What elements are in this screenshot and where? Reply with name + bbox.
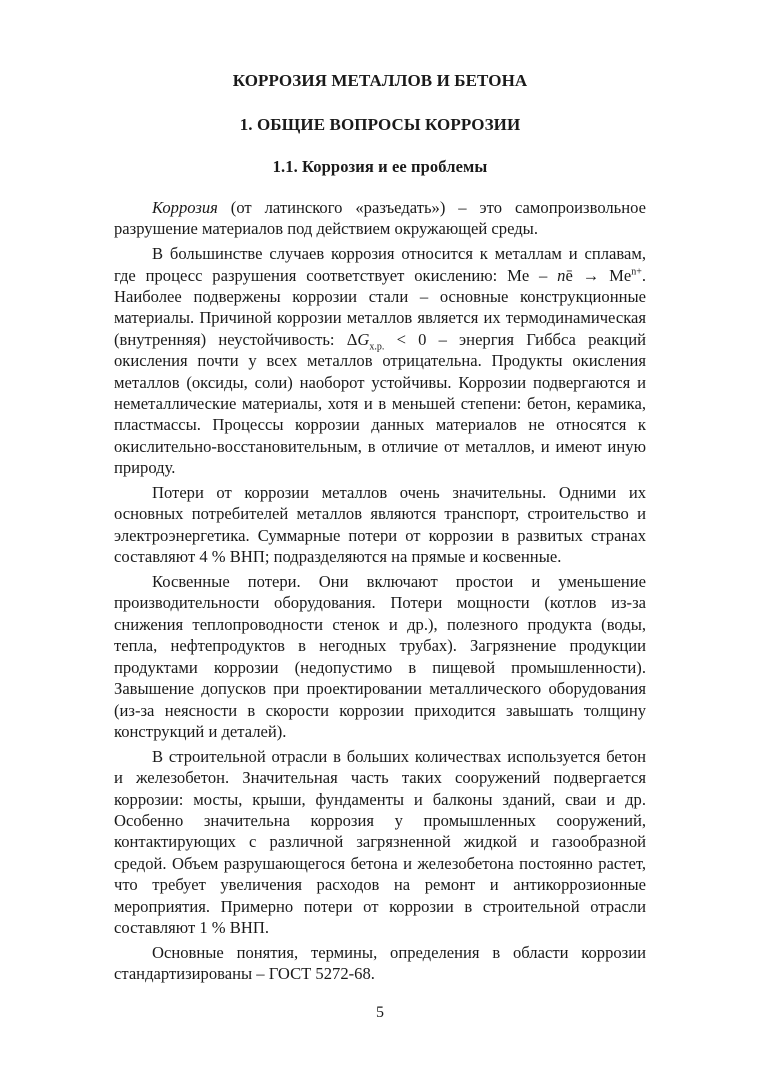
formula-arrow: → Me <box>572 265 632 285</box>
paragraph-2-text-b: . Наиболее подвержены коррозии стали – основные конструкционные материалы. Причиной коррозии металлов является их термодинамическая (внутренняя) неустойчивость: Δ <box>114 265 646 349</box>
chapter-title: 1. ОБЩИЕ ВОПРОСЫ КОРРОЗИИ <box>239 115 521 134</box>
paragraph-2-text-a: В большинстве случаев коррозия относится к металлам и сплавам, где процесс разрушения соответствует окислению: Me – <box>114 244 646 285</box>
formula-electron: ē <box>565 265 573 285</box>
paragraph-2-text-c: < 0 – энергия Гиббса реакций окисления почти у всех металлов отрицательна. Продукты окисления металлов (оксиды, соли) наоборот устойчивы. Коррозии подвергаются и неметаллические материалы, хотя и в меньшей степени: бетон, керамика, пластмассы. Процессы коррозии данных материалов не относятся к окислительно-восстановительным, в отличие от металлов, и имеют иную природу. <box>114 329 646 478</box>
paragraph-4: Косвенные потери. Они включают простои и уменьшение производительности оборудования. Потери мощности (котлов из-за снижения теплопроводности стенок и др.), полезного продукта (воды, тепла, нефтепродуктов в негодных трубах). Загрязнение продукции продуктами коррозии (недопустимо в пищевой промышленности). Завышение допусков при проектировании металлического оборудования (из-за неясности в скорости коррозии приходится завышать толщину конструкций и деталей). <box>114 572 646 741</box>
paragraph-6: Основные понятия, термины, определения в области коррозии стандартизированы – ГОСТ 5272-68. <box>114 942 646 984</box>
paragraph-3: Потери от коррозии металлов очень значительны. Одними их основных потребителей металлов являются транспорт, строительство и электроэнергетика. Суммарные потери от коррозии в развитых странах составляют 4 % ВНП; подразделяются на прямые и косвенные. <box>114 483 646 567</box>
paragraph-2 <box>114 243 646 478</box>
formula-gibbs: G <box>357 329 370 349</box>
page-number: 5 <box>376 1004 384 1021</box>
term-corrosion: Коррозия <box>152 198 218 217</box>
section-title: 1.1. Коррозия и ее проблемы <box>272 157 488 176</box>
formula-charge: n+ <box>631 266 642 278</box>
formula-gibbs-subscript: х.р. <box>369 341 385 353</box>
paragraph-1-text: (от латинского «разъедать») – это самопроизвольное разрушение материалов под действием окружающей среды. <box>114 198 646 239</box>
formula-n: n <box>557 265 566 285</box>
paragraph-5: В строительной отрасли в больших количествах используется бетон и железобетон. Значительная часть таких сооружений подвергается коррозии: мосты, крыши, фундаменты и балконы зданий, сваи и др. Особенно значительна коррозия у промышленных сооружений, контактирующих с различной загрязненной жидкой и газообразной средой. Объем разрушающегося бетона и железобетона постоянно растет, что требует увеличения расходов на ремонт и антикоррозионные мероприятия. Примерно потери от коррозии в строительной отрасли составляют 1 % ВНП. <box>114 746 646 937</box>
paragraph-1 <box>114 197 646 240</box>
body-text <box>114 197 646 985</box>
main-title: КОРРОЗИЯ МЕТАЛЛОВ И БЕТОНА <box>232 71 528 90</box>
